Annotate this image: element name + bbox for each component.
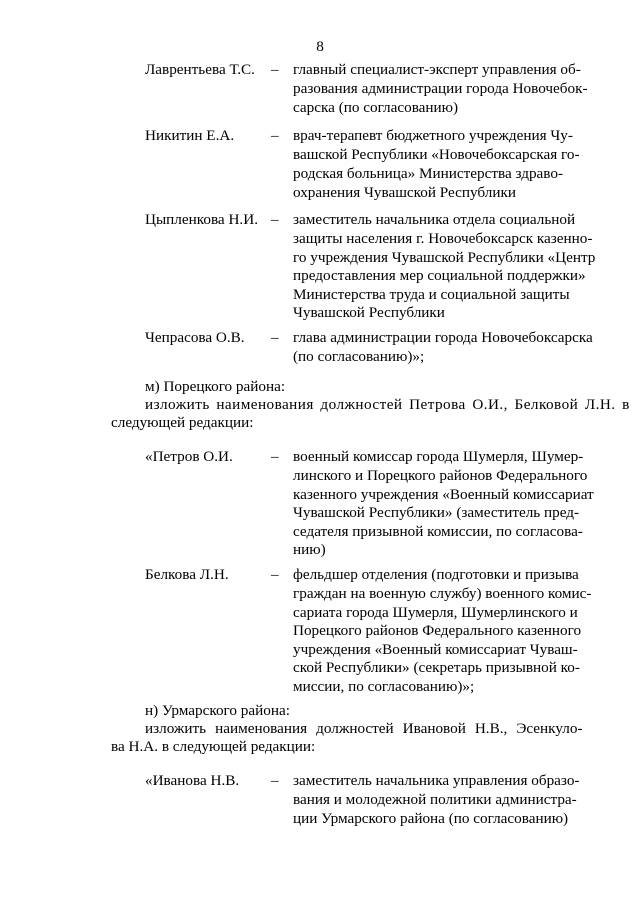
position-line: (по согласованию)»; xyxy=(293,348,425,365)
position-line: седателя призывной комиссии, по согласова- xyxy=(293,523,583,540)
dash-separator: – xyxy=(271,448,279,465)
section-intro: следующей редакции: xyxy=(111,414,254,431)
section-intro: ва Н.А. в следующей редакции: xyxy=(111,738,316,755)
member-name: «Петров О.И. xyxy=(145,448,233,465)
position-line: сарска (по согласованию) xyxy=(293,99,459,116)
dash-separator: – xyxy=(271,127,279,144)
member-name: Цыпленкова Н.И. xyxy=(145,211,258,228)
position-line: линского и Порецкого районов Федерального xyxy=(293,467,588,484)
section-intro: изложить наименования должностей Ивановой Н.В., Эсенкуло- xyxy=(145,720,583,737)
position-line: Министерства труда и социальной защиты xyxy=(293,286,570,303)
position-line: вашской Республики «Новочебоксарская го- xyxy=(293,146,580,163)
member-name: Чепрасова О.В. xyxy=(145,329,245,346)
position-line: ской Республики» (секретарь призывной ко- xyxy=(293,659,580,676)
position-line: заместитель начальника отдела социальной xyxy=(293,211,576,228)
member-name: «Иванова Н.В. xyxy=(145,772,240,789)
section-heading: м) Порецкого района: xyxy=(145,378,286,395)
position-line: военный комиссар города Шумерля, Шумер- xyxy=(293,448,584,465)
position-line: го учреждения Чувашской Республики «Центр xyxy=(293,249,596,266)
position-line: врач-терапевт бюджетного учреждения Чу- xyxy=(293,127,573,144)
position-line: нию) xyxy=(293,541,326,558)
dash-separator: – xyxy=(271,61,279,78)
member-name: Белкова Л.Н. xyxy=(145,566,229,583)
dash-separator: – xyxy=(271,566,279,583)
position-line: Чувашской Республики» (заместитель пред- xyxy=(293,504,580,521)
position-line: вания и молодежной политики администра- xyxy=(293,791,577,808)
section-heading: н) Урмарского района: xyxy=(145,702,290,719)
position-line: защиты населения г. Новочебоксарск казенно- xyxy=(293,230,593,247)
position-line: Чувашской Республики xyxy=(293,304,445,321)
dash-separator: – xyxy=(271,329,279,346)
position-line: разования администрации города Новочебок- xyxy=(293,80,588,97)
position-line: заместитель начальника управления образо- xyxy=(293,772,580,789)
member-name: Никитин Е.А. xyxy=(145,127,235,144)
position-line: миссии, по согласованию)»; xyxy=(293,678,475,695)
position-line: родская больница» Министерства здраво- xyxy=(293,165,564,182)
position-line: казенного учреждения «Военный комиссариат xyxy=(293,486,594,503)
position-line: учреждения «Военный комиссариат Чуваш- xyxy=(293,641,578,658)
position-line: граждан на военную службу) военного комис- xyxy=(293,585,592,602)
position-line: глава администрации города Новочебоксарска xyxy=(293,329,593,346)
dash-separator: – xyxy=(271,772,279,789)
position-line: фельдшер отделения (подготовки и призыва xyxy=(293,566,579,583)
position-line: сариата города Шумерля, Шумерлинского и xyxy=(293,604,578,621)
dash-separator: – xyxy=(271,211,279,228)
position-line: главный специалист-эксперт управления об- xyxy=(293,61,581,78)
position-line: охранения Чувашской Республики xyxy=(293,184,516,201)
position-line: Порецкого районов Федерального казенного xyxy=(293,622,582,639)
position-line: предоставления мер социальной поддержки» xyxy=(293,267,586,284)
section-intro: изложить наименования должностей Петрова О.И., Белковой Л.Н. в xyxy=(145,396,630,413)
page-number: 8 xyxy=(316,38,324,55)
position-line: ции Урмарского района (по согласованию) xyxy=(293,810,569,827)
member-name: Лаврентьева Т.С. xyxy=(145,61,255,78)
